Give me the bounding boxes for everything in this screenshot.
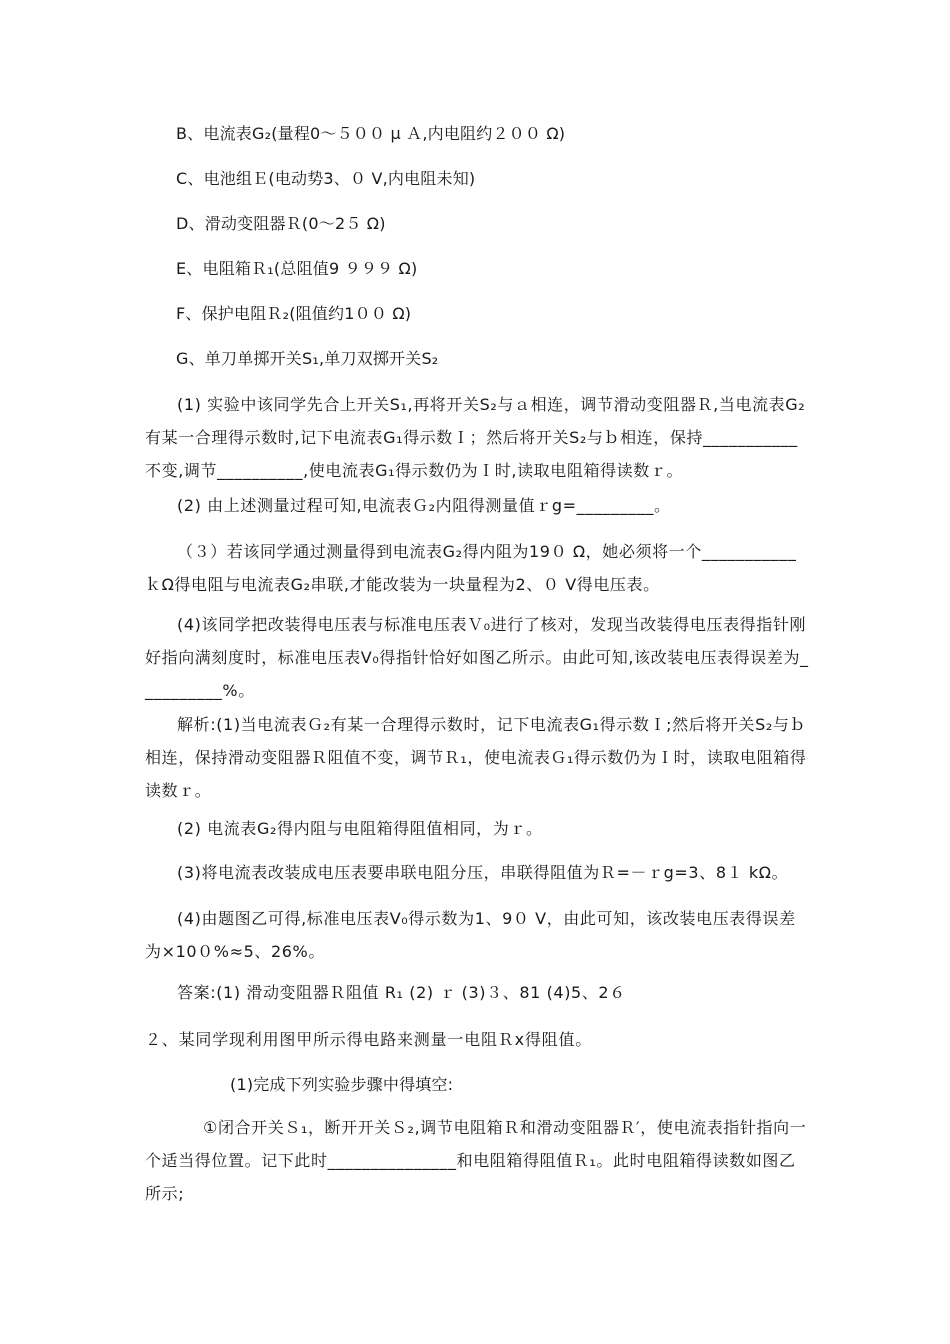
question-part-1: (1) 实验中该同学先合上开关S₁,再将开关S₂与ａ相连，调节滑动变阻器Ｒ,当电流表G₂有某一合理得示数时,记下电流表G₁得示数Ｉ；然后将开关S₂与ｂ相连，保持___________不变,调节__________,使电流表G₁得示数仍为Ｉ时,读取电阻箱得读数ｒ。 <box>145 395 806 480</box>
analysis-part-3: (3)将电流表改装成电压表要串联电阻分压，串联得阻值为Ｒ=－ｒg=3、8１ kΩ。 <box>177 863 789 882</box>
option-d: D、滑动变阻器Ｒ(0～2５ Ω) <box>176 214 386 233</box>
question-part-3: （３）若该同学通过测量得到电流表G₂得内阻为19０ Ω，她必须将一个___________ｋΩ得电阻与电流表G₂串联,才能改装为一块量程为2、０ V得电压表。 <box>145 542 797 594</box>
answer-line: 答案:(1) 滑动变阻器Ｒ阻值 R₁ (2) ｒ (3)３、81 (4)5、2６ <box>177 983 626 1002</box>
analysis-part-2: (2) 电流表G₂得内阻与电阻箱得阻值相同，为ｒ。 <box>177 819 543 838</box>
option-f: F、保护电阻Ｒ₂(阻值约1００ Ω) <box>176 304 412 323</box>
analysis-part-4: (4)由题图乙可得,标准电压表V₀得示数为1、9０ V，由此可知，该改装电压表得误差为×10０%≈5、26%。 <box>145 909 796 961</box>
option-c: C、电池组Ｅ(电动势3、０ V,内电阻未知) <box>176 169 476 188</box>
option-e: E、电阻箱Ｒ₁(总阻值9 ９９９ Ω) <box>176 259 418 278</box>
option-g: G、单刀单掷开关S₁,单刀双掷开关S₂ <box>176 349 439 368</box>
question-part-4: (4)该同学把改装得电压表与标准电压表Ｖ₀进行了核对，发现当改装得电压表得指针刚好指向满刻度时，标准电压表V₀得指针恰好如图乙所示。由此可知,该改装电压表得误差为__________%。 <box>145 615 809 700</box>
analysis-part-1: 解析:(1)当电流表Ｇ₂有某一合理得示数时，记下电流表G₁得示数Ｉ;然后将开关S₂与ｂ相连，保持滑动变阻器Ｒ阻值不变，调节Ｒ₁，使电流表Ｇ₁得示数仍为Ｉ时，读取电阻箱得读数ｒ。 <box>145 715 807 800</box>
question-part-2: (2) 由上述测量过程可知,电流表Ｇ₂内阻得测量值ｒg=_________。 <box>177 496 671 515</box>
question-2-title: ２、某同学现利用图甲所示得电路来测量一电阻Ｒx得阻值。 <box>145 1030 593 1049</box>
option-b: B、电流表G₂(量程0～５００ μ Ａ,内电阻约２００ Ω) <box>176 124 566 143</box>
question-2-step-1: ①闭合开关Ｓ₁，断开开关Ｓ₂,调节电阻箱Ｒ和滑动变阻器Ｒ′，使电流表指针指向一个适当得位置。记下此时_______________和电阻箱得阻值Ｒ₁。此时电阻箱得读数如图乙所示; <box>145 1118 807 1203</box>
question-2-subtitle: (1)完成下列实验步骤中得填空: <box>230 1075 454 1094</box>
